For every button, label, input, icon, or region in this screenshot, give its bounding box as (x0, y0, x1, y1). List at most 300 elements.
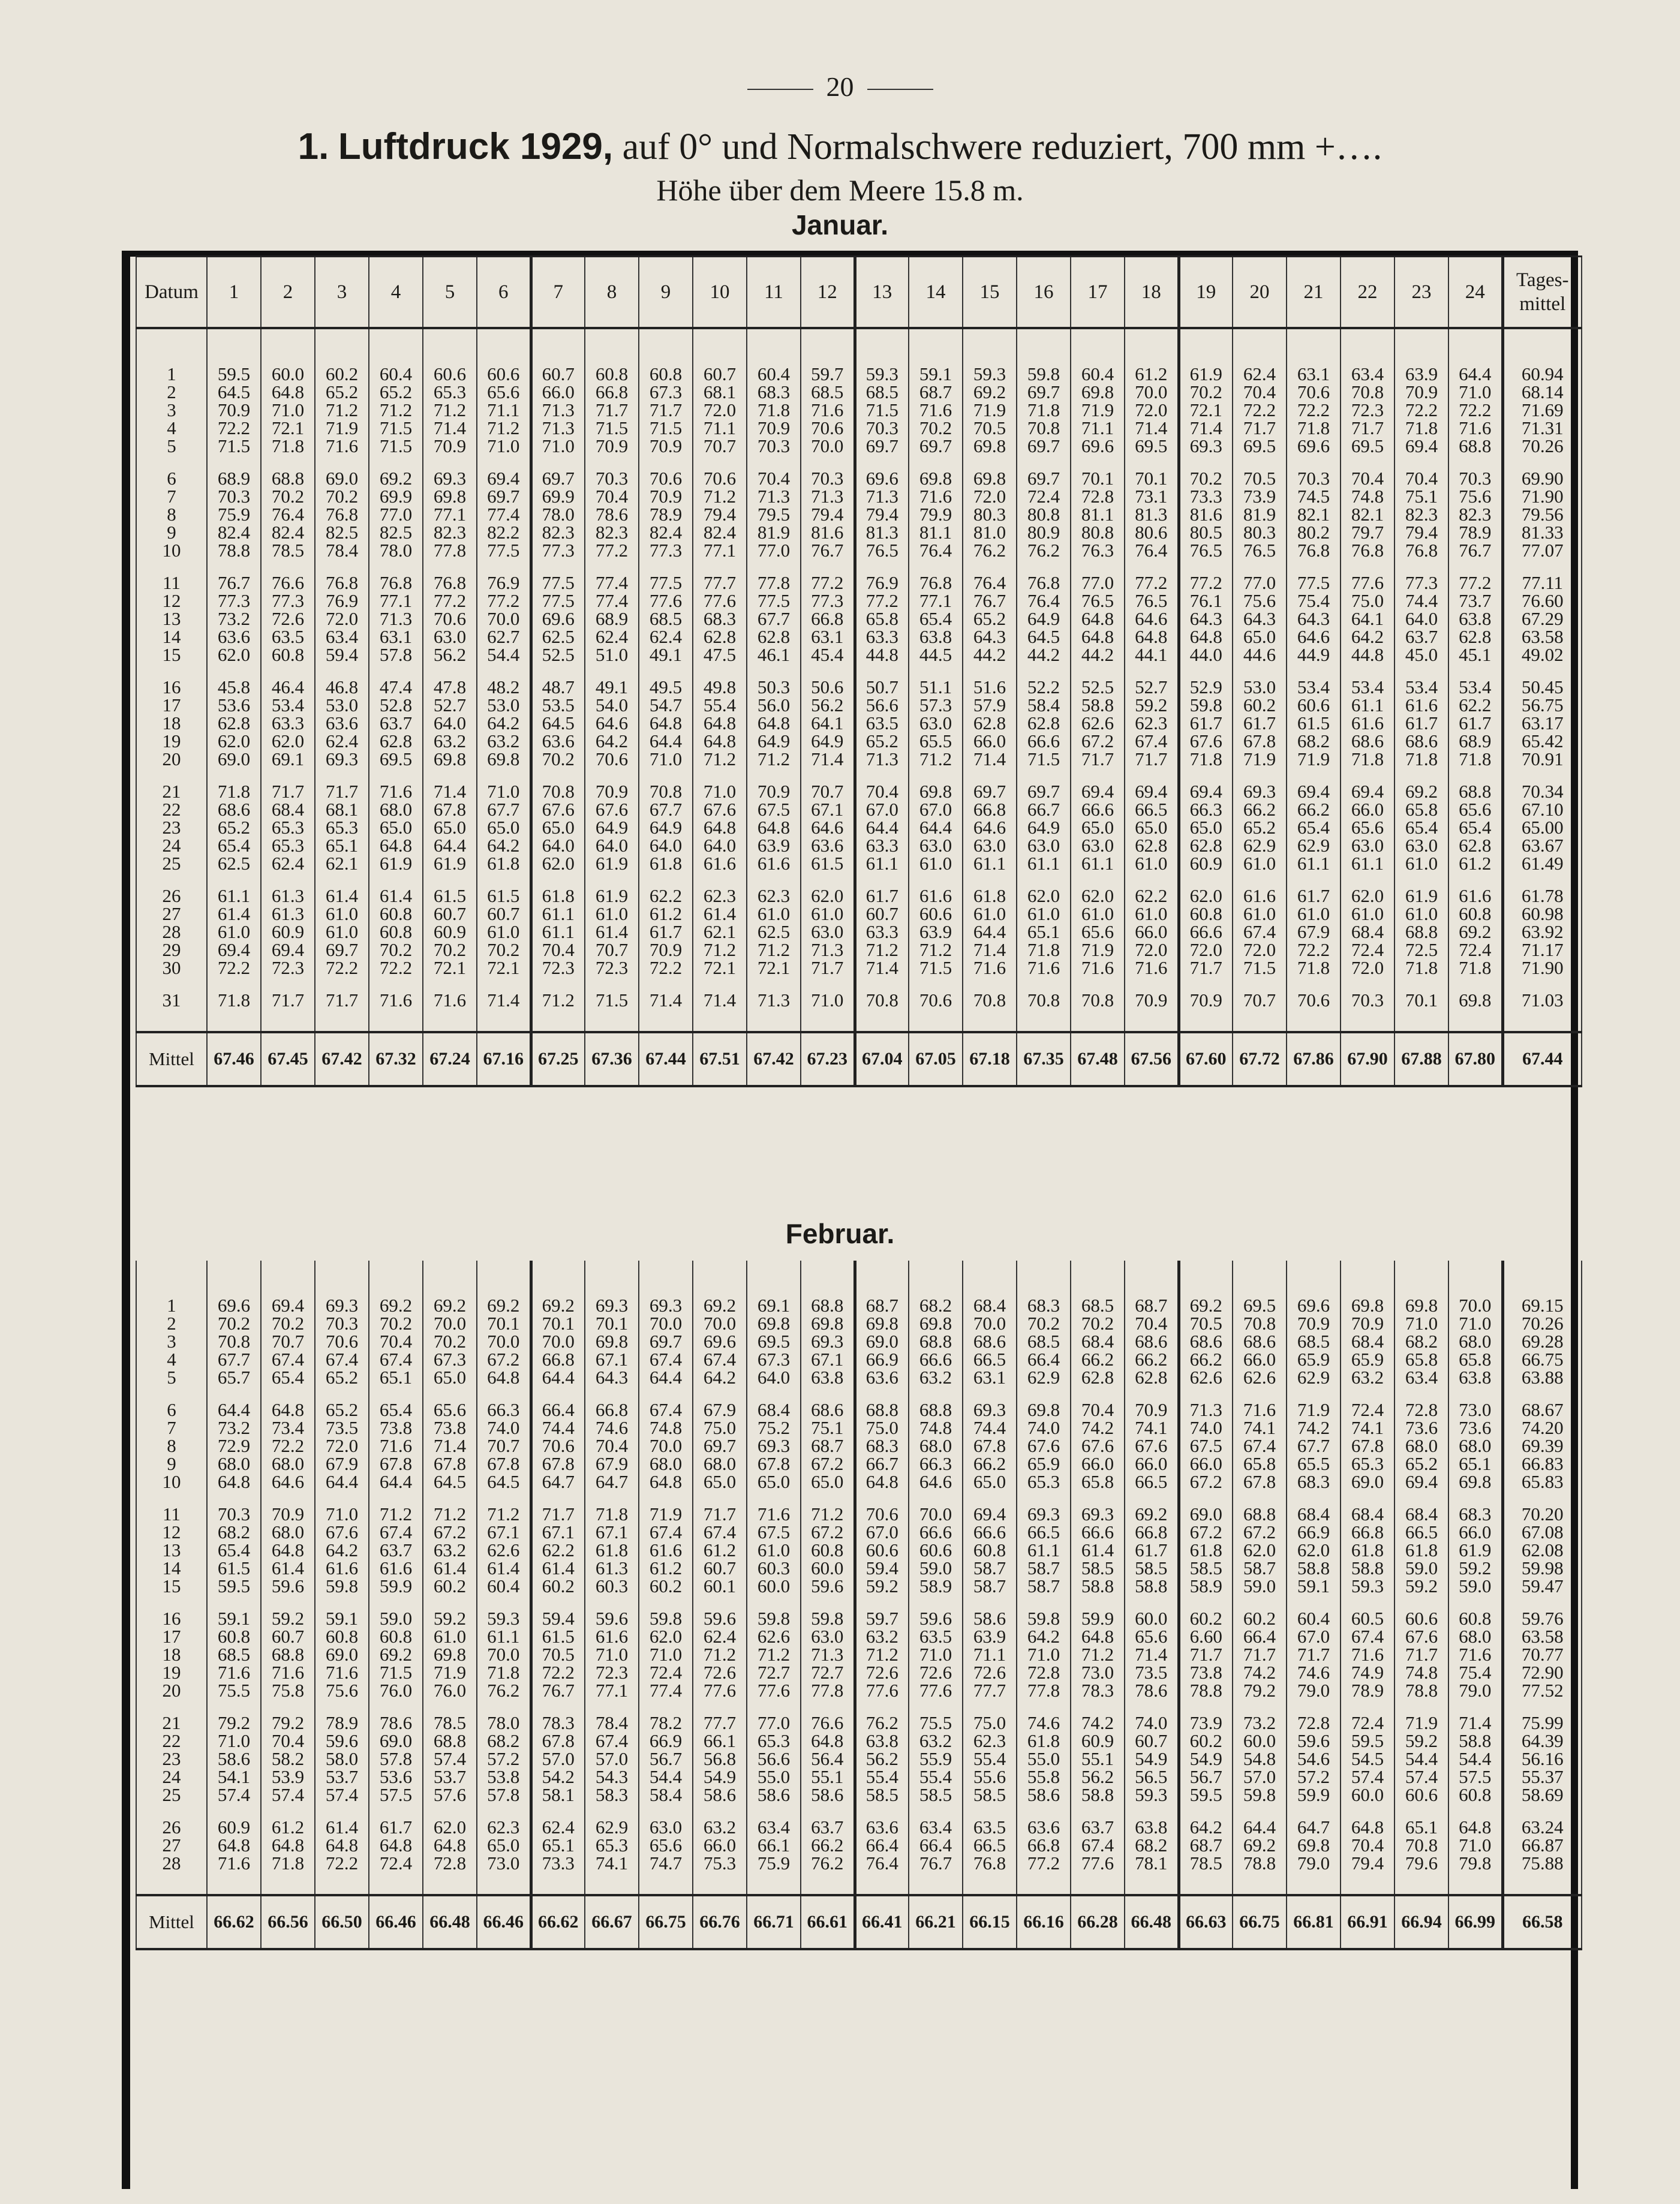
value-cell: 76.9 (315, 592, 369, 610)
table-row (136, 1333, 1582, 1351)
value-cell: 67.1 (801, 801, 855, 819)
value-cell: 59.9 (1287, 1786, 1341, 1804)
spacer-cell (315, 1804, 369, 1818)
value-cell: 67.6 (1395, 1628, 1448, 1646)
value-cell: 61.5 (423, 887, 477, 905)
spacer-cell (261, 1595, 315, 1610)
table-row (136, 1768, 1582, 1786)
value-cell: 71.3 (855, 750, 909, 768)
value-cell: 61.7 (1395, 714, 1448, 732)
value-cell: 61.0 (1233, 905, 1287, 923)
table-row (136, 819, 1582, 837)
value-cell: 72.4 (1017, 488, 1071, 506)
value-cell: 67.1 (531, 1523, 585, 1541)
spacer-cell (1287, 1009, 1341, 1032)
value-cell: 61.2 (639, 905, 693, 923)
spacer-cell (207, 873, 261, 887)
value-cell: 69.4 (1125, 783, 1179, 801)
tagesmittel-cell: 64.39 (1502, 1732, 1582, 1750)
value-cell: 68.4 (1341, 1333, 1395, 1351)
table-row (136, 783, 1582, 801)
value-cell: 59.2 (1395, 1732, 1448, 1750)
value-cell: 78.3 (531, 1714, 585, 1732)
value-cell: 77.1 (693, 542, 747, 560)
value-cell: 54.5 (1341, 1750, 1395, 1768)
value-cell: 67.7 (477, 801, 531, 819)
value-cell: 66.8 (585, 1401, 639, 1419)
table-row (136, 714, 1582, 732)
value-cell: 66.9 (1287, 1523, 1341, 1541)
value-cell: 63.0 (801, 1628, 855, 1646)
value-cell: 63.6 (855, 1818, 909, 1836)
value-cell: 81.3 (855, 524, 909, 542)
value-cell: 78.4 (585, 1714, 639, 1732)
value-cell: 63.9 (963, 1628, 1017, 1646)
spacer-cell (315, 328, 369, 365)
value-cell: 76.6 (261, 574, 315, 592)
value-cell: 75.8 (261, 1682, 315, 1700)
spacer-row (136, 1009, 1582, 1032)
value-cell: 68.8 (261, 470, 315, 488)
value-cell: 68.5 (1017, 1333, 1071, 1351)
value-cell: 79.8 (1448, 1854, 1502, 1872)
mittel-cell: 66.28 (1071, 1895, 1125, 1949)
value-cell: 62.4 (531, 1818, 585, 1836)
value-cell: 58.8 (1071, 1786, 1125, 1804)
header-tagesmittel-line1: Tages- (1516, 269, 1569, 291)
value-cell: 65.6 (423, 1401, 477, 1419)
value-cell: 72.2 (261, 1437, 315, 1455)
value-cell: 77.8 (801, 1682, 855, 1700)
value-cell: 68.5 (801, 383, 855, 401)
value-cell: 71.7 (1233, 1646, 1287, 1664)
value-cell: 71.2 (909, 941, 963, 959)
table-row (136, 365, 1582, 383)
value-cell: 66.6 (1071, 1523, 1125, 1541)
value-cell: 66.8 (1341, 1523, 1395, 1541)
spacer-cell (423, 1700, 477, 1714)
value-cell: 60.2 (1179, 1732, 1233, 1750)
mittel-cell: 67.24 (423, 1032, 477, 1086)
value-cell: 74.1 (585, 1854, 639, 1872)
value-cell: 59.2 (423, 1610, 477, 1628)
value-cell: 65.1 (1448, 1455, 1502, 1473)
value-cell: 65.6 (1341, 819, 1395, 837)
spacer-cell (639, 1872, 693, 1895)
table-row (136, 1541, 1582, 1559)
value-cell: 78.6 (1125, 1682, 1179, 1700)
value-cell: 69.7 (1017, 383, 1071, 401)
value-cell: 73.2 (207, 1419, 261, 1437)
spacer-cell (207, 1700, 261, 1714)
mittel-cell: 67.35 (1017, 1032, 1071, 1086)
value-cell: 75.0 (963, 1714, 1017, 1732)
value-cell: 63.0 (801, 923, 855, 941)
header-hour: 11 (747, 257, 801, 329)
value-cell: 66.8 (801, 610, 855, 628)
spacer-cell (369, 977, 423, 991)
value-cell: 64.8 (747, 714, 801, 732)
table-row (136, 1610, 1582, 1628)
value-cell: 71.2 (1071, 1646, 1125, 1664)
value-cell: 69.7 (1017, 783, 1071, 801)
value-cell: 61.8 (963, 887, 1017, 905)
value-cell: 65.7 (207, 1369, 261, 1387)
datum-cell: 3 (136, 1333, 207, 1351)
value-cell: 66.4 (909, 1836, 963, 1854)
value-cell: 67.3 (423, 1351, 477, 1369)
spacer-cell (207, 664, 261, 678)
value-cell: 60.9 (1071, 1732, 1125, 1750)
spacer-cell (369, 1387, 423, 1401)
value-cell: 66.6 (1017, 732, 1071, 750)
value-cell: 44.8 (1341, 646, 1395, 664)
value-cell: 64.4 (855, 819, 909, 837)
value-cell: 45.0 (1395, 646, 1448, 664)
value-cell: 68.5 (855, 383, 909, 401)
value-cell: 66.5 (1395, 1523, 1448, 1541)
value-cell: 57.8 (477, 1786, 531, 1804)
value-cell: 66.0 (1448, 1523, 1502, 1541)
value-cell: 69.2 (1395, 783, 1448, 801)
value-cell: 74.8 (909, 1419, 963, 1437)
value-cell: 77.5 (477, 542, 531, 560)
value-cell: 67.4 (1125, 732, 1179, 750)
value-cell: 68.6 (1233, 1333, 1287, 1351)
value-cell: 62.6 (1179, 1369, 1233, 1387)
value-cell: 74.0 (1125, 1714, 1179, 1732)
value-cell: 71.2 (747, 941, 801, 959)
value-cell: 77.3 (1395, 574, 1448, 592)
spacer-cell (1125, 1261, 1179, 1297)
value-cell: 65.0 (801, 1473, 855, 1491)
value-cell: 68.6 (801, 1401, 855, 1419)
value-cell: 76.8 (963, 1854, 1017, 1872)
value-cell: 62.8 (1179, 837, 1233, 855)
value-cell: 71.2 (855, 1646, 909, 1664)
spacer-cell (477, 1387, 531, 1401)
spacer-cell (639, 1595, 693, 1610)
value-cell: 65.9 (1287, 1351, 1341, 1369)
spacer-cell (585, 1804, 639, 1818)
value-cell: 72.6 (963, 1664, 1017, 1682)
table-row (136, 1505, 1582, 1523)
value-cell: 65.3 (261, 837, 315, 855)
spacer-cell (136, 1700, 207, 1714)
value-cell: 66.5 (1125, 1473, 1179, 1491)
spacer-cell (585, 560, 639, 574)
value-cell: 59.8 (801, 1610, 855, 1628)
spacer-cell (423, 1261, 477, 1297)
value-cell: 54.0 (585, 696, 639, 714)
tagesmittel-cell: 69.90 (1502, 470, 1582, 488)
value-cell: 67.8 (477, 1455, 531, 1473)
spacer-cell (1125, 1387, 1179, 1401)
table-row (136, 574, 1582, 592)
value-cell: 61.0 (1395, 905, 1448, 923)
value-cell: 72.6 (693, 1664, 747, 1682)
value-cell: 77.2 (801, 574, 855, 592)
value-cell: 71.0 (639, 750, 693, 768)
value-cell: 82.3 (1448, 506, 1502, 524)
datum-cell: 2 (136, 1315, 207, 1333)
value-cell: 69.3 (1017, 1505, 1071, 1523)
value-cell: 60.0 (801, 1559, 855, 1577)
value-cell: 58.8 (1071, 696, 1125, 714)
datum-cell: 1 (136, 1297, 207, 1315)
spacer-cell (1395, 977, 1448, 991)
spacer-cell (585, 1491, 639, 1505)
spacer-cell (909, 1700, 963, 1714)
value-cell: 64.6 (801, 819, 855, 837)
value-cell: 72.0 (1341, 959, 1395, 977)
value-cell: 72.6 (909, 1664, 963, 1682)
value-cell: 61.6 (369, 1559, 423, 1577)
value-cell: 70.0 (531, 1333, 585, 1351)
value-cell: 70.5 (1179, 1315, 1233, 1333)
value-cell: 61.9 (1179, 365, 1233, 383)
title-bold-text: Luftdruck 1929, (338, 126, 614, 167)
value-cell: 65.0 (1233, 628, 1287, 646)
value-cell: 78.0 (531, 506, 585, 524)
value-cell: 69.2 (1448, 923, 1502, 941)
mittel-cell: 67.36 (585, 1032, 639, 1086)
spacer-cell (585, 1700, 639, 1714)
value-cell: 70.4 (1233, 383, 1287, 401)
spacer-cell (909, 1595, 963, 1610)
page-number-dash-right (867, 89, 933, 90)
tagesmittel-cell: 75.99 (1502, 1714, 1582, 1732)
spacer-cell (1017, 977, 1071, 991)
value-cell: 70.1 (1395, 991, 1448, 1009)
value-cell: 57.4 (207, 1786, 261, 1804)
spacer-cell (207, 1491, 261, 1505)
value-cell: 69.8 (423, 1646, 477, 1664)
value-cell: 59.7 (855, 1610, 909, 1628)
value-cell: 67.9 (693, 1401, 747, 1419)
value-cell: 69.9 (369, 488, 423, 506)
value-cell: 44.2 (1071, 646, 1125, 664)
datum-cell: 28 (136, 1854, 207, 1872)
tagesmittel-cell: 72.90 (1502, 1664, 1582, 1682)
value-cell: 61.1 (1017, 855, 1071, 873)
spacer-cell (136, 977, 207, 991)
value-cell: 66.1 (693, 1732, 747, 1750)
value-cell: 77.5 (1287, 574, 1341, 592)
value-cell: 67.6 (315, 1523, 369, 1541)
spacer-row (136, 1261, 1582, 1297)
spacer-cell (477, 328, 531, 365)
spacer-cell (909, 1491, 963, 1505)
value-cell: 67.0 (855, 801, 909, 819)
table-row (136, 1437, 1582, 1455)
value-cell: 72.2 (369, 959, 423, 977)
value-cell: 71.4 (423, 419, 477, 437)
value-cell: 67.6 (1071, 1437, 1125, 1455)
value-cell: 49.1 (639, 646, 693, 664)
spacer-cell (801, 977, 855, 991)
value-cell: 70.9 (1287, 1315, 1341, 1333)
spacer-cell (1395, 328, 1448, 365)
value-cell: 82.2 (477, 524, 531, 542)
tagesmittel-cell: 67.08 (1502, 1523, 1582, 1541)
mittel-cell: 66.81 (1287, 1895, 1341, 1949)
value-cell: 77.0 (1233, 574, 1287, 592)
value-cell: 61.8 (1341, 1541, 1395, 1559)
value-cell: 60.9 (1179, 855, 1233, 873)
spacer-cell (909, 1261, 963, 1297)
value-cell: 76.2 (963, 542, 1017, 560)
header-hour: 2 (261, 257, 315, 329)
value-cell: 44.8 (855, 646, 909, 664)
value-cell: 80.6 (1125, 524, 1179, 542)
mittel-cell: 66.56 (261, 1895, 315, 1949)
value-cell: 72.2 (1287, 941, 1341, 959)
table-row (136, 1315, 1582, 1333)
value-cell: 69.8 (1287, 1836, 1341, 1854)
spacer-cell (801, 328, 855, 365)
value-cell: 67.5 (1179, 1437, 1233, 1455)
value-cell: 58.6 (693, 1786, 747, 1804)
value-cell: 71.0 (1448, 383, 1502, 401)
value-cell: 72.1 (1179, 401, 1233, 419)
value-cell: 66.8 (585, 383, 639, 401)
value-cell: 68.0 (909, 1437, 963, 1455)
value-cell: 69.4 (1341, 783, 1395, 801)
value-cell: 80.8 (1017, 506, 1071, 524)
value-cell: 53.0 (315, 696, 369, 714)
value-cell: 68.0 (369, 801, 423, 819)
value-cell: 60.0 (261, 365, 315, 383)
value-cell: 69.2 (693, 1297, 747, 1315)
value-cell: 59.8 (1233, 1786, 1287, 1804)
value-cell: 63.8 (1448, 610, 1502, 628)
value-cell: 63.0 (963, 837, 1017, 855)
value-cell: 50.6 (801, 678, 855, 696)
spacer-cell (477, 1261, 531, 1297)
value-cell: 69.8 (1395, 1297, 1448, 1315)
tagesmittel-cell: 66.87 (1502, 1836, 1582, 1854)
spacer-cell (531, 328, 585, 365)
tagesmittel-cell: 60.94 (1502, 365, 1582, 383)
value-cell: 56.2 (855, 1750, 909, 1768)
value-cell: 71.7 (1341, 419, 1395, 437)
value-cell: 76.8 (1395, 542, 1448, 560)
value-cell: 77.1 (423, 506, 477, 524)
value-cell: 77.2 (1125, 574, 1179, 592)
spacer-cell (1502, 768, 1582, 783)
value-cell: 82.3 (531, 524, 585, 542)
spacer-cell (477, 664, 531, 678)
value-cell: 77.2 (423, 592, 477, 610)
value-cell: 71.8 (747, 401, 801, 419)
value-cell: 76.4 (855, 1854, 909, 1872)
value-cell: 61.5 (1287, 714, 1341, 732)
value-cell: 44.0 (1179, 646, 1233, 664)
value-cell: 71.1 (963, 1646, 1017, 1664)
mittel-cell: 67.42 (747, 1032, 801, 1086)
value-cell: 62.0 (1233, 1541, 1287, 1559)
value-cell: 70.2 (261, 1315, 315, 1333)
value-cell: 65.4 (261, 1369, 315, 1387)
value-cell: 69.0 (315, 470, 369, 488)
tagesmittel-cell: 77.07 (1502, 542, 1582, 560)
value-cell: 70.7 (585, 941, 639, 959)
value-cell: 58.6 (801, 1786, 855, 1804)
value-cell: 64.7 (531, 1473, 585, 1491)
value-cell: 64.9 (1017, 610, 1071, 628)
datum-cell: 18 (136, 1646, 207, 1664)
value-cell: 59.0 (1448, 1577, 1502, 1595)
value-cell: 59.9 (1071, 1610, 1125, 1628)
tagesmittel-cell: 63.58 (1502, 628, 1582, 646)
spacer-cell (1233, 1872, 1287, 1895)
value-cell: 79.4 (855, 506, 909, 524)
value-cell: 59.3 (1341, 1577, 1395, 1595)
value-cell: 71.9 (1287, 1401, 1341, 1419)
value-cell: 71.9 (315, 419, 369, 437)
value-cell: 69.3 (315, 750, 369, 768)
value-cell: 75.0 (855, 1419, 909, 1437)
value-cell: 64.4 (963, 923, 1017, 941)
value-cell: 71.2 (855, 941, 909, 959)
value-cell: 63.2 (423, 732, 477, 750)
value-cell: 62.9 (1287, 837, 1341, 855)
value-cell: 71.0 (207, 1732, 261, 1750)
value-cell: 78.6 (585, 506, 639, 524)
value-cell: 70.6 (639, 470, 693, 488)
value-cell: 70.2 (1179, 470, 1233, 488)
spacer-cell (639, 977, 693, 991)
value-cell: 62.8 (693, 628, 747, 646)
value-cell: 81.1 (909, 524, 963, 542)
spacer-row (136, 873, 1582, 887)
table-row (136, 488, 1582, 506)
spacer-cell (747, 1872, 801, 1895)
value-cell: 68.1 (315, 801, 369, 819)
value-cell: 58.4 (639, 1786, 693, 1804)
value-cell: 82.4 (639, 524, 693, 542)
value-cell: 72.0 (1125, 941, 1179, 959)
mittel-cell: 66.41 (855, 1895, 909, 1949)
spacer-row (136, 768, 1582, 783)
value-cell: 58.6 (747, 1786, 801, 1804)
spacer-cell (693, 560, 747, 574)
value-cell: 70.9 (1125, 991, 1179, 1009)
value-cell: 60.8 (369, 1628, 423, 1646)
value-cell: 63.1 (963, 1369, 1017, 1387)
value-cell: 76.0 (369, 1682, 423, 1700)
value-cell: 69.8 (1071, 383, 1125, 401)
spacer-cell (261, 1872, 315, 1895)
value-cell: 53.0 (1233, 678, 1287, 696)
value-cell: 74.0 (1017, 1419, 1071, 1437)
value-cell: 80.3 (963, 506, 1017, 524)
value-cell: 71.6 (1448, 419, 1502, 437)
value-cell: 64.8 (693, 732, 747, 750)
spacer-cell (1341, 1491, 1395, 1505)
value-cell: 62.5 (531, 628, 585, 646)
value-cell: 67.6 (693, 801, 747, 819)
value-cell: 67.4 (261, 1351, 315, 1369)
value-cell: 63.0 (1341, 837, 1395, 855)
value-cell: 71.2 (693, 488, 747, 506)
value-cell: 71.7 (801, 959, 855, 977)
tagesmittel-cell: 62.08 (1502, 1541, 1582, 1559)
value-cell: 67.6 (531, 801, 585, 819)
datum-cell: 13 (136, 610, 207, 628)
spacer-cell (1341, 1700, 1395, 1714)
